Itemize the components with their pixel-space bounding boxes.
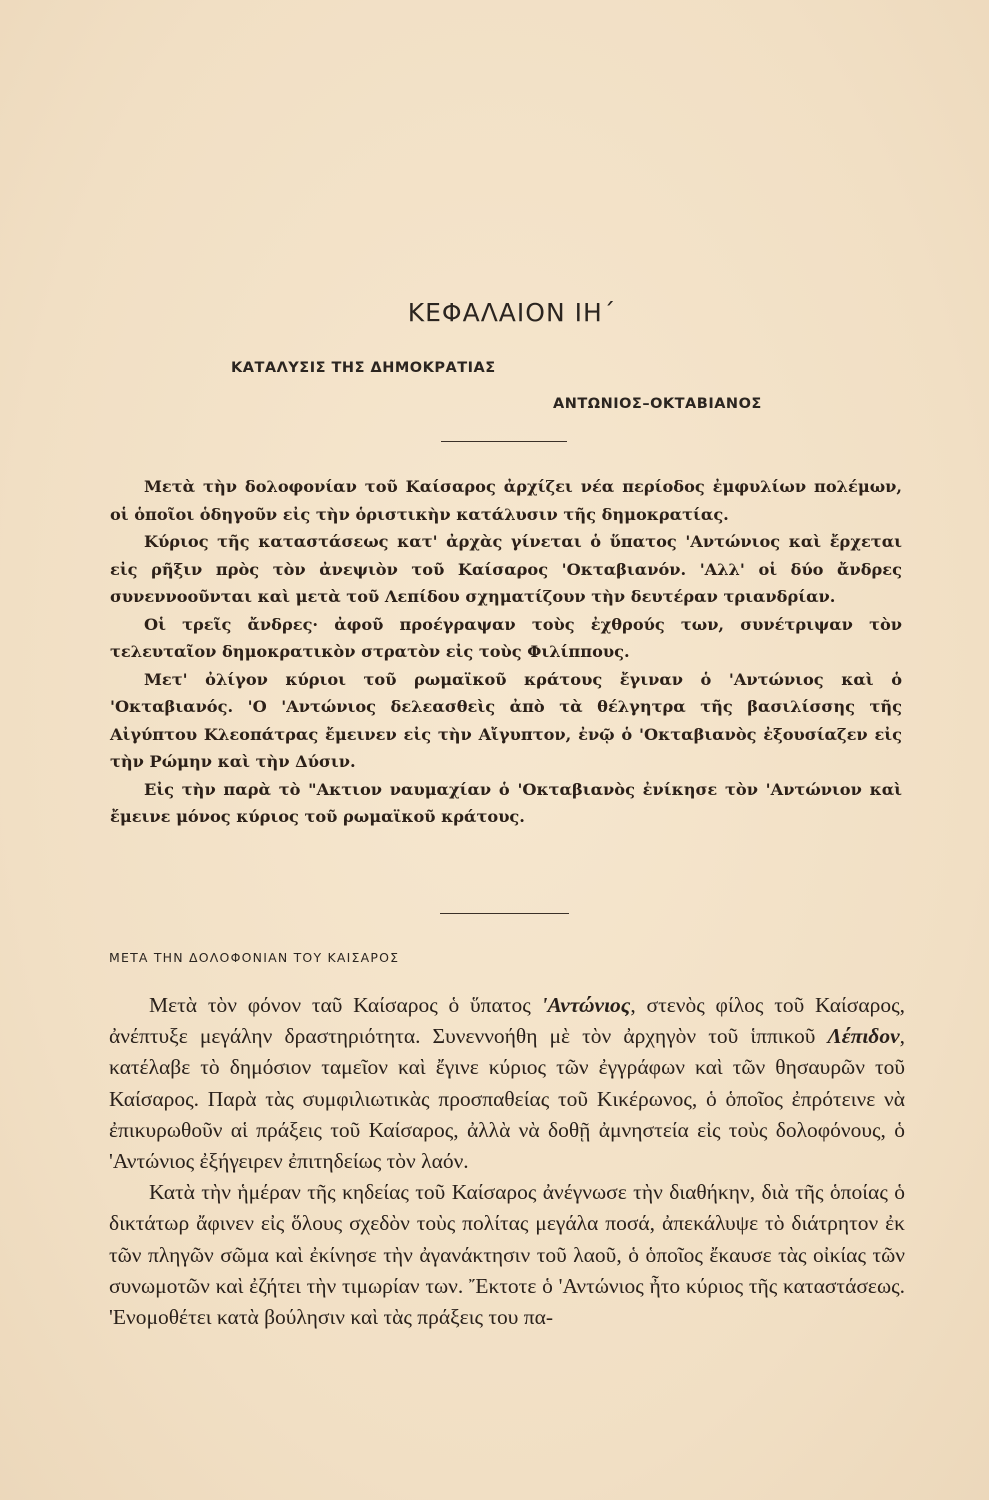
- body-text: Μετὰ τὸν φόνον ταῦ Καίσαρος ὁ ὕπατος: [149, 993, 542, 1017]
- name-lepidus: Λέπιδον: [827, 1024, 900, 1049]
- section-heading: ΜΕΤΑ ΤΗΝ ΔΟΛΟΦΟΝΙΑΝ ΤΟΥ ΚΑΙΣΑΡΟΣ: [109, 950, 400, 965]
- summary-paragraph: Κύριος τῆς καταστάσεως κατ' ἀρχὰς γίνεται ὁ ὕπατος 'Αντώνιος καὶ ἔρχεται εἰς ρῆξιν πρὸς τὸν ἀνεψιὸν τοῦ Καίσαρος 'Οκταβιανόν. 'Αλλ' οἱ δύο ἄνδρες συνεννοοῦνται καὶ μετὰ τοῦ Λεπίδου σχηματίζουν τὴν δευτέραν τριανδρίαν.: [110, 532, 902, 606]
- summary-paragraph: Εἰς τὴν παρὰ τὸ "Ακτιον ναυμαχίαν ὁ 'Οκταβιανὸς ἐνίκησε τὸν 'Αντώνιον καὶ ἔμεινε μόνος κύριος τοῦ ρωμαϊκοῦ κράτους.: [110, 779, 902, 826]
- chapter-subtitle: ΚΑΤΑΛΥΣΙΣ ΤΗΣ ΔΗΜΟΚΡΑΤΙΑΣ: [231, 360, 496, 376]
- chapter-title: ΚΕΦΑΛΑΙΟΝ ΙΗ΄: [407, 298, 617, 327]
- section-body: [109, 990, 905, 1333]
- name-antonius: 'Αντώνιος: [541, 993, 631, 1017]
- body-text: , κατέλαβε τὸ δημόσιον ταμεῖον καὶ ἔγινε κύριος τῶν ἐγγράφων καὶ τῶν θησαυρῶν τοῦ Καίσαρος. Παρὰ τὰς συμφιλιωτικὰς προσπαθείας τοῦ Κικέρωνος, ὁ ὁποῖος ἐπρότεινε νὰ ἐπικυρωθοῦν αἱ πράξεις τοῦ Καίσαρος, ἀλλὰ νὰ δοθῇ ἀμνηστεία εἰς τοὺς δολοφόνους, ὁ 'Αντώνιος ἐξήγειρεν ἐπιτηδείως τὸν λαόν.: [109, 1024, 905, 1174]
- summary-paragraph: Μετ' ὀλίγον κύριοι τοῦ ρωμαϊκοῦ κράτους ἔγιναν ὁ 'Αντώνιος καὶ ὁ 'Οκταβιανός. 'Ο 'Αντώνιος δελεασθεὶς ἀπὸ τὰ θέλγητρα τῆς βασιλίσσης τῆς Αἰγύπτου Κλεοπάτρας ἔμεινεν εἰς τὴν Αἴγυπτον, ἐνῷ ὁ 'Οκταβιανὸς ἐξουσίαζεν εἰς τὴν Ρώμην καὶ τὴν Δύσιν.: [110, 669, 902, 771]
- body-paragraph: Κατὰ τὴν ἡμέραν τῆς κηδείας τοῦ Καίσαρος ἀνέγνωσε τὴν διαθήκην, διὰ τῆς ὁποίας ὁ δικτάτωρ ἄφινεν εἰς ὅλους σχεδὸν τοὺς πολίτας μεγάλα ποσά, ἀπεκάλυψε τὸ διάτρητον ἐκ τῶν πληγῶν σῶμα καὶ ἐκίνησε τὴν ἀγανάκτησιν τοῦ λαοῦ, ὁ ὁποῖος ἔκαυσε τὰς οἰκίας τῶν συνωμοτῶν καὶ ἐζήτει τὴν τιμωρίαν των. Ἔκτοτε ὁ 'Αντώνιος ἦτο κύριος τῆς καταστάσεως. 'Ενομοθέτει κατὰ βούλησιν καὶ τὰς πράξεις του πα-: [109, 1180, 905, 1330]
- summary-paragraph: Οἱ τρεῖς ἄνδρες· ἀφοῦ προέγραψαν τοὺς ἐχθρούς των, συνέτριψαν τὸν τελευταῖον δημοκρατικὸν στρατὸν εἰς τοὺς Φιλίππους.: [110, 614, 902, 661]
- divider-bottom: [440, 913, 569, 914]
- body-paragraph: [109, 990, 905, 1177]
- divider-top: [441, 441, 567, 442]
- body-text: , στενὸς φίλος τοῦ Καίσαρος, ἀνέπτυξε μεγάλην δραστηριότητα. Συνεννοήθη μὲ τὸν ἀρχηγὸν τοῦ ἱππικοῦ: [109, 993, 905, 1049]
- chapter-subsubtitle: ΑΝΤΩΝΙΟΣ–ΟΚΤΑΒΙΑΝΟΣ: [553, 396, 762, 412]
- chapter-summary: [110, 473, 902, 831]
- summary-paragraph: Μετὰ τὴν δολοφονίαν τοῦ Καίσαρος ἀρχίζει νέα περίοδος ἐμφυλίων πολέμων, οἱ ὁποῖοι ὁδηγοῦν εἰς τὴν ὁριστικὴν κατάλυσιν τῆς δημοκρατίας.: [110, 477, 902, 524]
